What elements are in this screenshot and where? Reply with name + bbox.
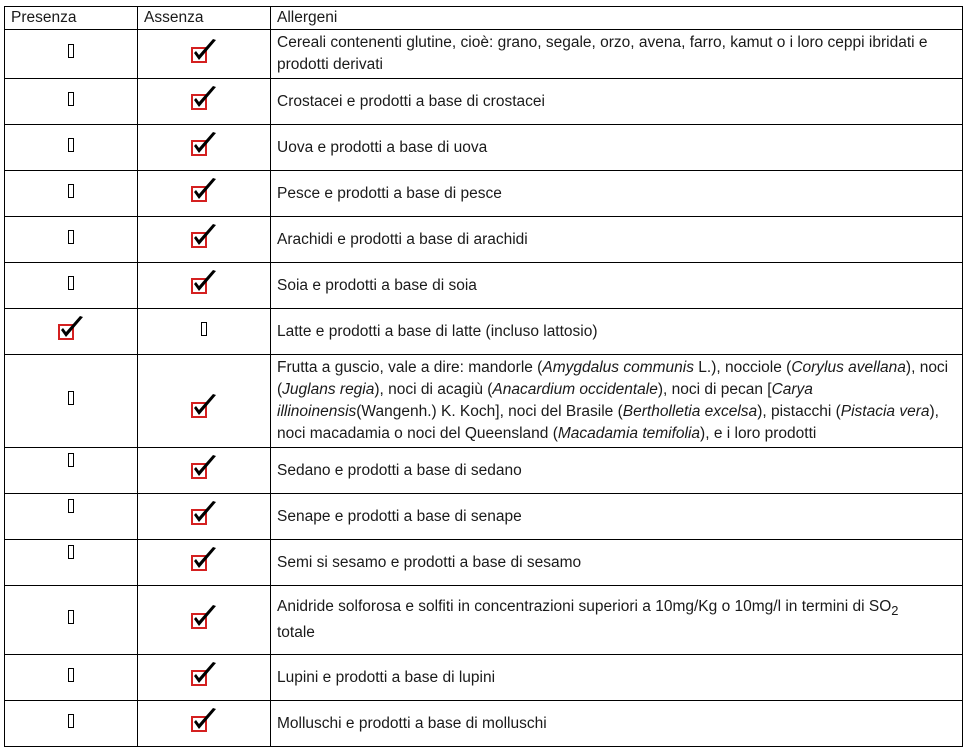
text-segment: ), noci di acagiù ( <box>374 381 493 398</box>
table-row <box>5 263 963 309</box>
allergen-description: Sedano e prodotti a base di sedano <box>271 448 963 494</box>
absence-cell <box>138 263 271 309</box>
table-row <box>5 494 963 540</box>
presence-cell <box>5 309 138 355</box>
checkmark-icon <box>190 84 218 112</box>
presence-cell <box>5 263 138 309</box>
checkmark-icon <box>190 706 218 734</box>
checkmark-icon <box>190 660 218 688</box>
checkmark-icon <box>190 392 218 420</box>
empty-checkbox-icon <box>68 44 74 58</box>
presence-cell <box>5 701 138 747</box>
text-segment: ), noci macadamia o noci del Queensland ( <box>277 403 939 442</box>
empty-checkbox-icon <box>68 184 74 198</box>
empty-checkbox-icon <box>68 138 74 152</box>
checkmark-icon <box>57 314 85 342</box>
presence-cell <box>5 655 138 701</box>
empty-checkbox-icon <box>201 322 207 336</box>
subscript: 2 <box>891 603 899 619</box>
checkmark-icon <box>190 545 218 573</box>
presence-cell <box>5 540 138 586</box>
presence-cell <box>5 79 138 125</box>
empty-checkbox-icon <box>68 545 74 559</box>
text-segment: Frutta a guscio, vale a dire: mandorle ( <box>277 359 543 376</box>
allergen-description: Lupini e prodotti a base di lupini <box>271 655 963 701</box>
text-segment: ), e i loro prodotti <box>700 425 817 442</box>
absence-cell <box>138 448 271 494</box>
absence-cell <box>138 30 271 79</box>
text-segment: L.), nocciole ( <box>693 359 792 376</box>
checkmark-icon <box>190 268 218 296</box>
allergen-description: Semi si sesamo e prodotti a base di sesamo <box>271 540 963 586</box>
presence-cell <box>5 217 138 263</box>
presence-cell <box>5 355 138 448</box>
empty-checkbox-icon <box>68 610 74 624</box>
checkmark-icon <box>190 499 218 527</box>
latin-name: Corylus avellana <box>791 359 906 376</box>
presence-cell <box>5 125 138 171</box>
presence-cell <box>5 586 138 655</box>
empty-checkbox-icon <box>68 453 74 467</box>
latin-name: Pistacia vera <box>840 403 930 420</box>
table-row <box>5 79 963 125</box>
presence-cell <box>5 448 138 494</box>
table-row <box>5 448 963 494</box>
table-row <box>5 125 963 171</box>
table-row <box>5 217 963 263</box>
header-allergens: Allergeni <box>271 7 963 30</box>
table-row <box>5 171 963 217</box>
absence-cell <box>138 309 271 355</box>
empty-checkbox-icon <box>68 714 74 728</box>
latin-name: Bertholletia excelsa <box>622 403 758 420</box>
allergen-description: Crostacei e prodotti a base di crostacei <box>271 79 963 125</box>
checkmark-icon <box>190 603 218 631</box>
absence-cell <box>138 655 271 701</box>
checkmark-icon <box>190 37 218 65</box>
table-row <box>5 586 963 655</box>
latin-name: Anacardium occidentale <box>492 381 658 398</box>
allergen-description: Uova e prodotti a base di uova <box>271 125 963 171</box>
empty-checkbox-icon <box>68 668 74 682</box>
allergen-description <box>271 355 963 448</box>
text-segment: ), pistacchi ( <box>757 403 841 420</box>
allergen-description: Soia e prodotti a base di soia <box>271 263 963 309</box>
absence-cell <box>138 79 271 125</box>
header-row <box>5 7 963 30</box>
latin-name: Carya illinoinensis <box>277 381 813 420</box>
text-segment: ), noci di pecan [ <box>657 381 772 398</box>
text-segment: ), noci ( <box>277 359 949 398</box>
absence-cell <box>138 494 271 540</box>
presence-cell <box>5 171 138 217</box>
presence-cell <box>5 30 138 79</box>
table-row <box>5 355 963 448</box>
empty-checkbox-icon <box>68 499 74 513</box>
allergen-table <box>4 6 963 747</box>
latin-name: Amygdalus communis <box>542 359 694 376</box>
table-row <box>5 701 963 747</box>
absence-cell <box>138 586 271 655</box>
checkmark-icon <box>190 453 218 481</box>
checkmark-icon <box>190 176 218 204</box>
empty-checkbox-icon <box>68 391 74 405</box>
text-segment: (Wangenh.) K. Koch], noci del Brasile ( <box>356 403 623 420</box>
allergen-description <box>271 586 963 655</box>
header-absence: Assenza <box>138 7 271 30</box>
text-segment: totale <box>277 624 315 642</box>
checkmark-icon <box>190 222 218 250</box>
presence-cell <box>5 494 138 540</box>
absence-cell <box>138 701 271 747</box>
allergen-description: Molluschi e prodotti a base di molluschi <box>271 701 963 747</box>
table-row <box>5 309 963 355</box>
table-row <box>5 540 963 586</box>
allergen-description: Latte e prodotti a base di latte (incluso lattosio) <box>271 309 963 355</box>
empty-checkbox-icon <box>68 92 74 106</box>
text-segment: Anidride solforosa e solfiti in concentrazioni superiori a 10mg/Kg o 10mg/l in termini di SO <box>277 597 892 615</box>
empty-checkbox-icon <box>68 230 74 244</box>
table-row <box>5 30 963 79</box>
allergen-description: Senape e prodotti a base di senape <box>271 494 963 540</box>
header-presence: Presenza <box>5 7 138 30</box>
table-row <box>5 655 963 701</box>
empty-checkbox-icon <box>68 276 74 290</box>
absence-cell <box>138 125 271 171</box>
absence-cell <box>138 540 271 586</box>
absence-cell <box>138 217 271 263</box>
latin-name: Juglans regia <box>282 381 375 398</box>
allergen-description: Arachidi e prodotti a base di arachidi <box>271 217 963 263</box>
absence-cell <box>138 355 271 448</box>
allergen-description: Pesce e prodotti a base di pesce <box>271 171 963 217</box>
latin-name: Macadamia temifolia <box>557 425 701 442</box>
absence-cell <box>138 171 271 217</box>
checkmark-icon <box>190 130 218 158</box>
allergen-description: Cereali contenenti glutine, cioè: grano, segale, orzo, avena, farro, kamut o i loro ceppi ibridati e prodotti derivati <box>271 30 963 79</box>
